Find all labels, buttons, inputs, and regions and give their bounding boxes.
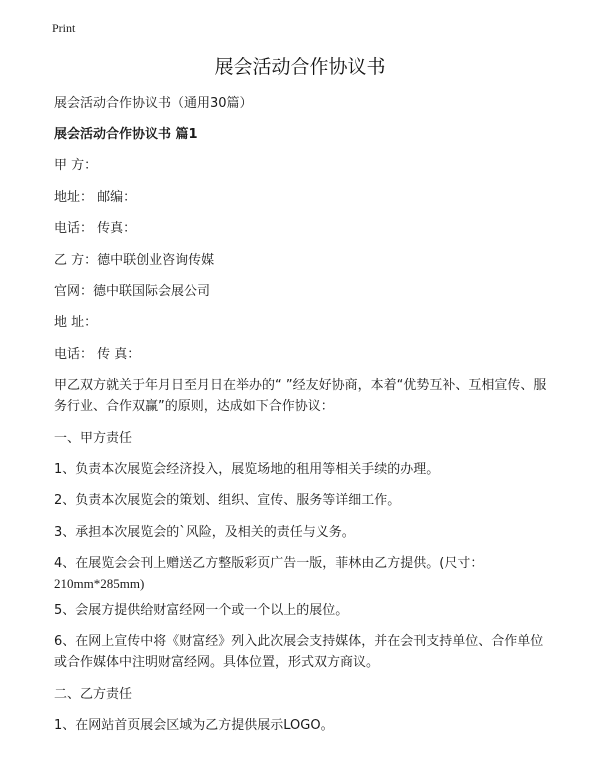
section-heading: 展会活动合作协议书 篇1 bbox=[54, 127, 198, 142]
party-b-address-line: 地 址： bbox=[54, 315, 98, 330]
party-a-line: 甲 方： bbox=[54, 158, 98, 173]
party-b-line: 乙 方：德中联创业咨询传媒 bbox=[54, 253, 215, 268]
part2-heading: 二、乙方责任 bbox=[54, 687, 133, 702]
print-link[interactable]: Print bbox=[52, 21, 76, 35]
party-b-phone-fax-line: 电话： 传 真： bbox=[54, 347, 141, 362]
part1-item-4: 4、在展览会会刊上赠送乙方整版彩页广告一版，菲林由乙方提供。(尺寸： bbox=[54, 556, 484, 571]
part1-item-1: 1、负责本次展览会经济投入，展览场地的租用等相关手续的办理。 bbox=[54, 462, 440, 477]
part1-item-5: 5、会展方提供给财富经网一个或一个以上的展位。 bbox=[54, 603, 349, 618]
address-postcode-line: 地址： 邮编： bbox=[54, 190, 137, 205]
part2-item-1: 1、在网站首页展会区域为乙方提供展示LOGO。 bbox=[54, 718, 334, 733]
website-line: 官网：德中联国际会展公司 bbox=[54, 284, 211, 299]
part1-heading: 一、甲方责任 bbox=[54, 431, 133, 446]
part1-item-4-size: 210mm*285mm) bbox=[54, 576, 145, 591]
document-title: 展会活动合作协议书 bbox=[214, 56, 386, 78]
part1-item-3: 3、承担本次展览会的`风险，及相关的责任与义务。 bbox=[54, 525, 355, 540]
document-subtitle: 展会活动合作协议书（通用30篇） bbox=[54, 96, 253, 111]
intro-paragraph: 甲乙双方就关于年月日至月日在举办的“ ”经友好协商，本着“优势互补、互相宣传、服务行业、合作双赢”的原则，达成如下合作协议： bbox=[54, 378, 547, 414]
part1-item-2: 2、负责本次展览会的策划、组织、宣传、服务等详细工作。 bbox=[54, 493, 401, 508]
part1-item-6: 6、在网上宣传中将《财富经》列入此次展会支持媒体，并在会刊支持单位、合作单位或合作媒体中注明财富经网。具体位置，形式双方商议。 bbox=[54, 634, 544, 670]
phone-fax-line: 电话： 传真： bbox=[54, 221, 137, 236]
